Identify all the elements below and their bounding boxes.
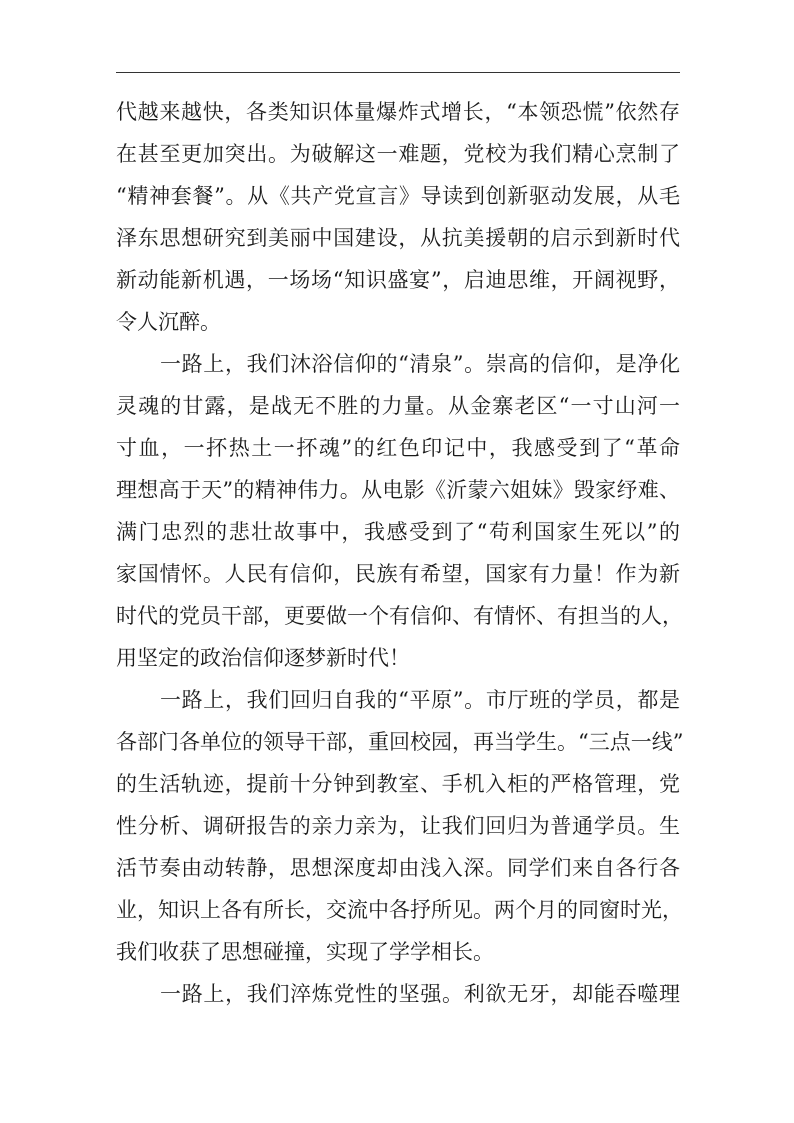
text-line: 时代的党员干部，更要做一个有信仰、有情怀、有担当的人， <box>116 604 683 628</box>
text-line: 家国情怀。人民有信仰，民族有希望，国家有力量！作为新 <box>116 562 680 586</box>
text-line: 代越来越快，各类知识体量爆炸式增长，“本领恐慌”依然存 <box>116 100 680 124</box>
text-line: 令人沉醉。 <box>116 310 221 334</box>
text-line: 各部门各单位的领导干部，重回校园，再当学生。“三点一线” <box>116 730 684 754</box>
text-line: 新动能新机遇，一场场“知识盛宴”，启迪思维，开阔视野， <box>116 268 680 292</box>
text-line: 寸血，一抔热土一抔魂”的红色印记中，我感受到了“革命 <box>116 436 680 460</box>
text-line: 一路上，我们沐浴信仰的“清泉”。崇高的信仰，是净化 <box>160 352 680 376</box>
text-line: 一路上，我们淬炼党性的坚强。利欲无牙，却能吞噬理 <box>160 982 680 1006</box>
text-line: 我们收获了思想碰撞，实现了学学相长。 <box>116 940 494 964</box>
text-line: 泽东思想研究到美丽中国建设，从抗美援朝的启示到新时代 <box>116 226 680 250</box>
body-text <box>116 91 684 1015</box>
header-rule <box>116 72 680 73</box>
text-line: 理想高于天”的精神伟力。从电影《沂蒙六姐妹》毁家纾难、 <box>116 478 680 502</box>
text-line: “精神套餐”。从《共产党宣言》导读到创新驱动发展，从毛 <box>116 184 680 208</box>
text-line: 活节奏由动转静，思想深度却由浅入深。同学们来自各行各 <box>116 856 680 880</box>
text-line: 在甚至更加突出。为破解这一难题，党校为我们精心烹制了 <box>116 142 680 166</box>
text-line: 灵魂的甘露，是战无不胜的力量。从金寨老区“一寸山河一 <box>116 394 680 418</box>
text-line: 性分析、调研报告的亲力亲为，让我们回归为普通学员。生 <box>116 814 680 838</box>
text-line: 一路上，我们回归自我的“平原”。市厅班的学员，都是 <box>160 688 680 712</box>
text-line: 用坚定的政治信仰逐梦新时代！ <box>116 646 410 670</box>
text-line: 的生活轨迹，提前十分钟到教室、手机入柜的严格管理，党 <box>116 772 680 796</box>
text-line: 业，知识上各有所长，交流中各抒所见。两个月的同窗时光， <box>116 898 683 922</box>
text-line: 满门忠烈的悲壮故事中，我感受到了“苟利国家生死以”的 <box>116 520 680 544</box>
